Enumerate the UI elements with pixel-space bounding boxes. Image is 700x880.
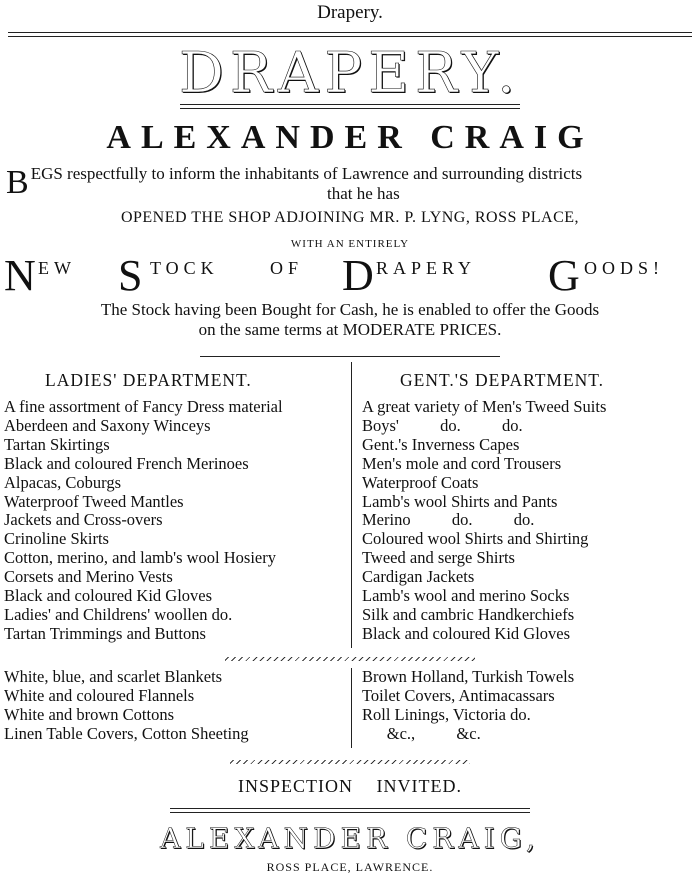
goods-rest: OODS! <box>584 258 665 278</box>
household_left-item: White and brown Cottons <box>4 704 175 724</box>
ladies-heading: LADIES' DEPARTMENT. <box>45 370 252 390</box>
new-rest: EW <box>38 258 76 278</box>
ladies.items-item: Black and coloured Kid Gloves <box>4 586 213 606</box>
merchant-name: ALEXANDER CRAIG <box>106 119 594 156</box>
ladies.items-item: Alpacas, Coburgs <box>4 472 122 492</box>
gents-heading: GENT.'S DEPARTMENT. <box>400 370 605 390</box>
ladies.items-item: Ladies' and Childrens' woollen do. <box>4 604 233 624</box>
stock-paragraph <box>0 300 700 340</box>
opened-notice: OPENED THE SHOP ADJOINING MR. P. LYNG, ROSS PLACE, <box>120 209 580 226</box>
gents.items-item: A great variety of Men's Tweed Suits <box>362 397 607 416</box>
title-rule <box>180 104 520 109</box>
column-divider <box>351 362 352 648</box>
stock-line-2: on the same terms at MODERATE PRICES. <box>198 320 502 339</box>
ladies.items-item: Black and coloured French Merinoes <box>4 453 249 473</box>
ladies.items-item: Tartan Skirtings <box>4 434 110 454</box>
household_right-item: Toilet Covers, Antimacassars <box>362 685 555 705</box>
gents.items-item: Silk and cambric Handkerchiefs <box>362 604 575 624</box>
new-stock-banner <box>0 251 700 300</box>
household-right-list <box>362 668 574 744</box>
ladies.items-item: Tartan Trimmings and Buttons <box>4 623 206 643</box>
gents.items-item: Lamb's wool and merino Socks <box>362 586 570 606</box>
ladies.items-item: Corsets and Merino Vests <box>4 567 173 587</box>
intro-line-2: that he has <box>326 184 400 203</box>
drapery-cap: D <box>342 251 374 300</box>
new-cap: N <box>4 251 36 300</box>
page-header: Drapery. <box>317 2 383 23</box>
ladies.items-item: Cotton, merino, and lamb's wool Hosiery <box>4 548 276 568</box>
wavy-divider-2 <box>230 760 470 764</box>
gents.items-item: Men's mole and cord Trousers <box>362 453 562 473</box>
gents.items-item: Waterproof Coats <box>362 472 479 492</box>
drapery-rest: RAPERY <box>376 258 477 278</box>
goods-cap: G <box>548 251 580 300</box>
gents-list <box>362 398 606 644</box>
footer-rule <box>170 808 530 813</box>
inspection-invited: INSPECTION INVITED. <box>238 776 462 796</box>
ladies.items-item: Waterproof Tweed Mantles <box>4 491 184 511</box>
gents.items-item: Coloured wool Shirts and Shirting <box>362 529 589 549</box>
household_right-item: Roll Linings, Victoria do. <box>362 704 531 724</box>
section-rule <box>200 356 500 357</box>
household_right-item: &c., &c. <box>362 723 481 743</box>
ladies-list <box>4 398 283 644</box>
with-entirely: WITH AN ENTIRELY <box>290 238 410 250</box>
gents.items-item: Cardigan Jackets <box>362 567 475 587</box>
stock-rest: TOCK <box>150 258 219 278</box>
household_left-item: White and coloured Flannels <box>4 685 195 705</box>
wavy-divider <box>225 657 475 661</box>
household_left-item: White, blue, and scarlet Blankets <box>4 667 223 686</box>
gents.items-item: Black and coloured Kid Gloves <box>362 623 571 643</box>
gents.items-item: Boys' do. do. <box>362 415 523 435</box>
stock-line-1: The Stock having been Bought for Cash, he is enabled to offer the Goods <box>100 300 600 319</box>
gents.items-item: Merino do. do. <box>362 510 535 530</box>
ladies.items-item: Aberdeen and Saxony Winceys <box>4 415 211 435</box>
advert-title: DRAPERY. <box>178 41 522 106</box>
ladies.items-item: Crinoline Skirts <box>4 529 109 549</box>
household-left-list <box>4 668 249 744</box>
ladies.items-item: A fine assortment of Fancy Dress material <box>4 397 283 416</box>
gents.items-item: Tweed and serge Shirts <box>362 548 515 568</box>
household_left-item: Linen Table Covers, Cotton Sheeting <box>4 723 249 743</box>
stock-cap: S <box>118 251 143 300</box>
household_right-item: Brown Holland, Turkish Towels <box>362 667 575 686</box>
footer-merchant-name: ALEXANDER CRAIG, <box>160 822 540 855</box>
intro-line-1: EGS respectfully to inform the inhabitants of Lawrence and surrounding districts <box>30 164 583 183</box>
gents.items-item: Lamb's wool Shirts and Pants <box>362 491 558 511</box>
header-rule <box>8 32 692 37</box>
of-word: OF <box>270 258 304 278</box>
intro-paragraph <box>6 164 696 204</box>
ladies.items-item: Jackets and Cross-overs <box>4 510 163 530</box>
footer-address: ROSS PLACE, LAWRENCE. <box>266 860 434 874</box>
gents.items-item: Gent.'s Inverness Capes <box>362 434 520 454</box>
intro-initial: B <box>6 164 29 201</box>
household-divider <box>351 668 352 748</box>
